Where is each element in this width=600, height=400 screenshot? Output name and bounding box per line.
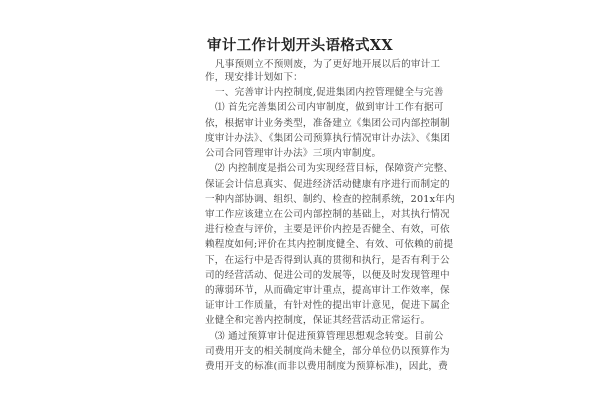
- paragraph-line: 一种内部协调、组织、制约、检查的控制系统，201x年内: [205, 194, 455, 205]
- paragraph-line: 司费用开支的相关制度尚未健全，部分单位仍以预算作为: [205, 346, 450, 357]
- paragraph-line: 业健全和完善内控制度，保证其经营活动正常运行。: [205, 315, 431, 326]
- paragraph-line: ⑶ 通过预算审计促进预算管理思想观念转变。目前公: [215, 331, 444, 342]
- paragraph-line: 凡事预则立不预则废，为了更好地开展以后的审计工: [215, 59, 441, 70]
- paragraph-line: 保证会计信息真实、促进经济活动健康有序进行而制定的: [205, 179, 450, 190]
- paragraph-line: 司的经营活动、促进公司的发展等，以便及时发现管理中: [205, 270, 450, 281]
- paragraph-line: 下，在运行中是否得到认真的贯彻和执行，是否有利于公: [205, 255, 450, 266]
- paragraph-line: ⑴ 首先完善集团公司内审制度，做到审计工作有据可: [215, 102, 444, 113]
- paragraph-line: 进行检查与评价，主要是评价内控是否健全、有效，可依: [205, 224, 450, 235]
- paragraph-line: 度审计办法》、《集团公司预算执行情况审计办法》、《集团: [205, 133, 451, 144]
- paragraph-line: 的薄弱环节，从而确定审计重点，提高审计工作效率，保: [205, 285, 450, 296]
- paragraph-line: 赖程度如何;评价在其内控制度健全、有效、可依赖的前提: [205, 239, 454, 250]
- paragraph-line: 依，根据审计业务类型，准备建立《集团公司内部控制制: [205, 118, 450, 129]
- paragraph-line: 公司合同管理审计办法》三项内审制度。: [205, 148, 382, 159]
- paragraph-line: 审工作应该建立在公司内部控制的基础上，对其执行情况: [205, 209, 450, 220]
- document-title: 审计工作计划开头语格式XX: [207, 37, 393, 54]
- paragraph-line: 证审计工作质量，有针对性的提出审计意见，促进下属企: [205, 300, 450, 311]
- section-heading: 一、完善审计内控制度,促进集团内控管理健全与完善: [215, 87, 444, 98]
- paragraph-line: ⑵ 内控制度是指公司为实现经营目标，保障资产完整、: [215, 163, 454, 174]
- paragraph-line: 作，现安排计划如下：: [205, 72, 303, 83]
- paragraph-line: 费用开支的标准(而非以费用制度为预算标准)，因此，费: [205, 361, 448, 372]
